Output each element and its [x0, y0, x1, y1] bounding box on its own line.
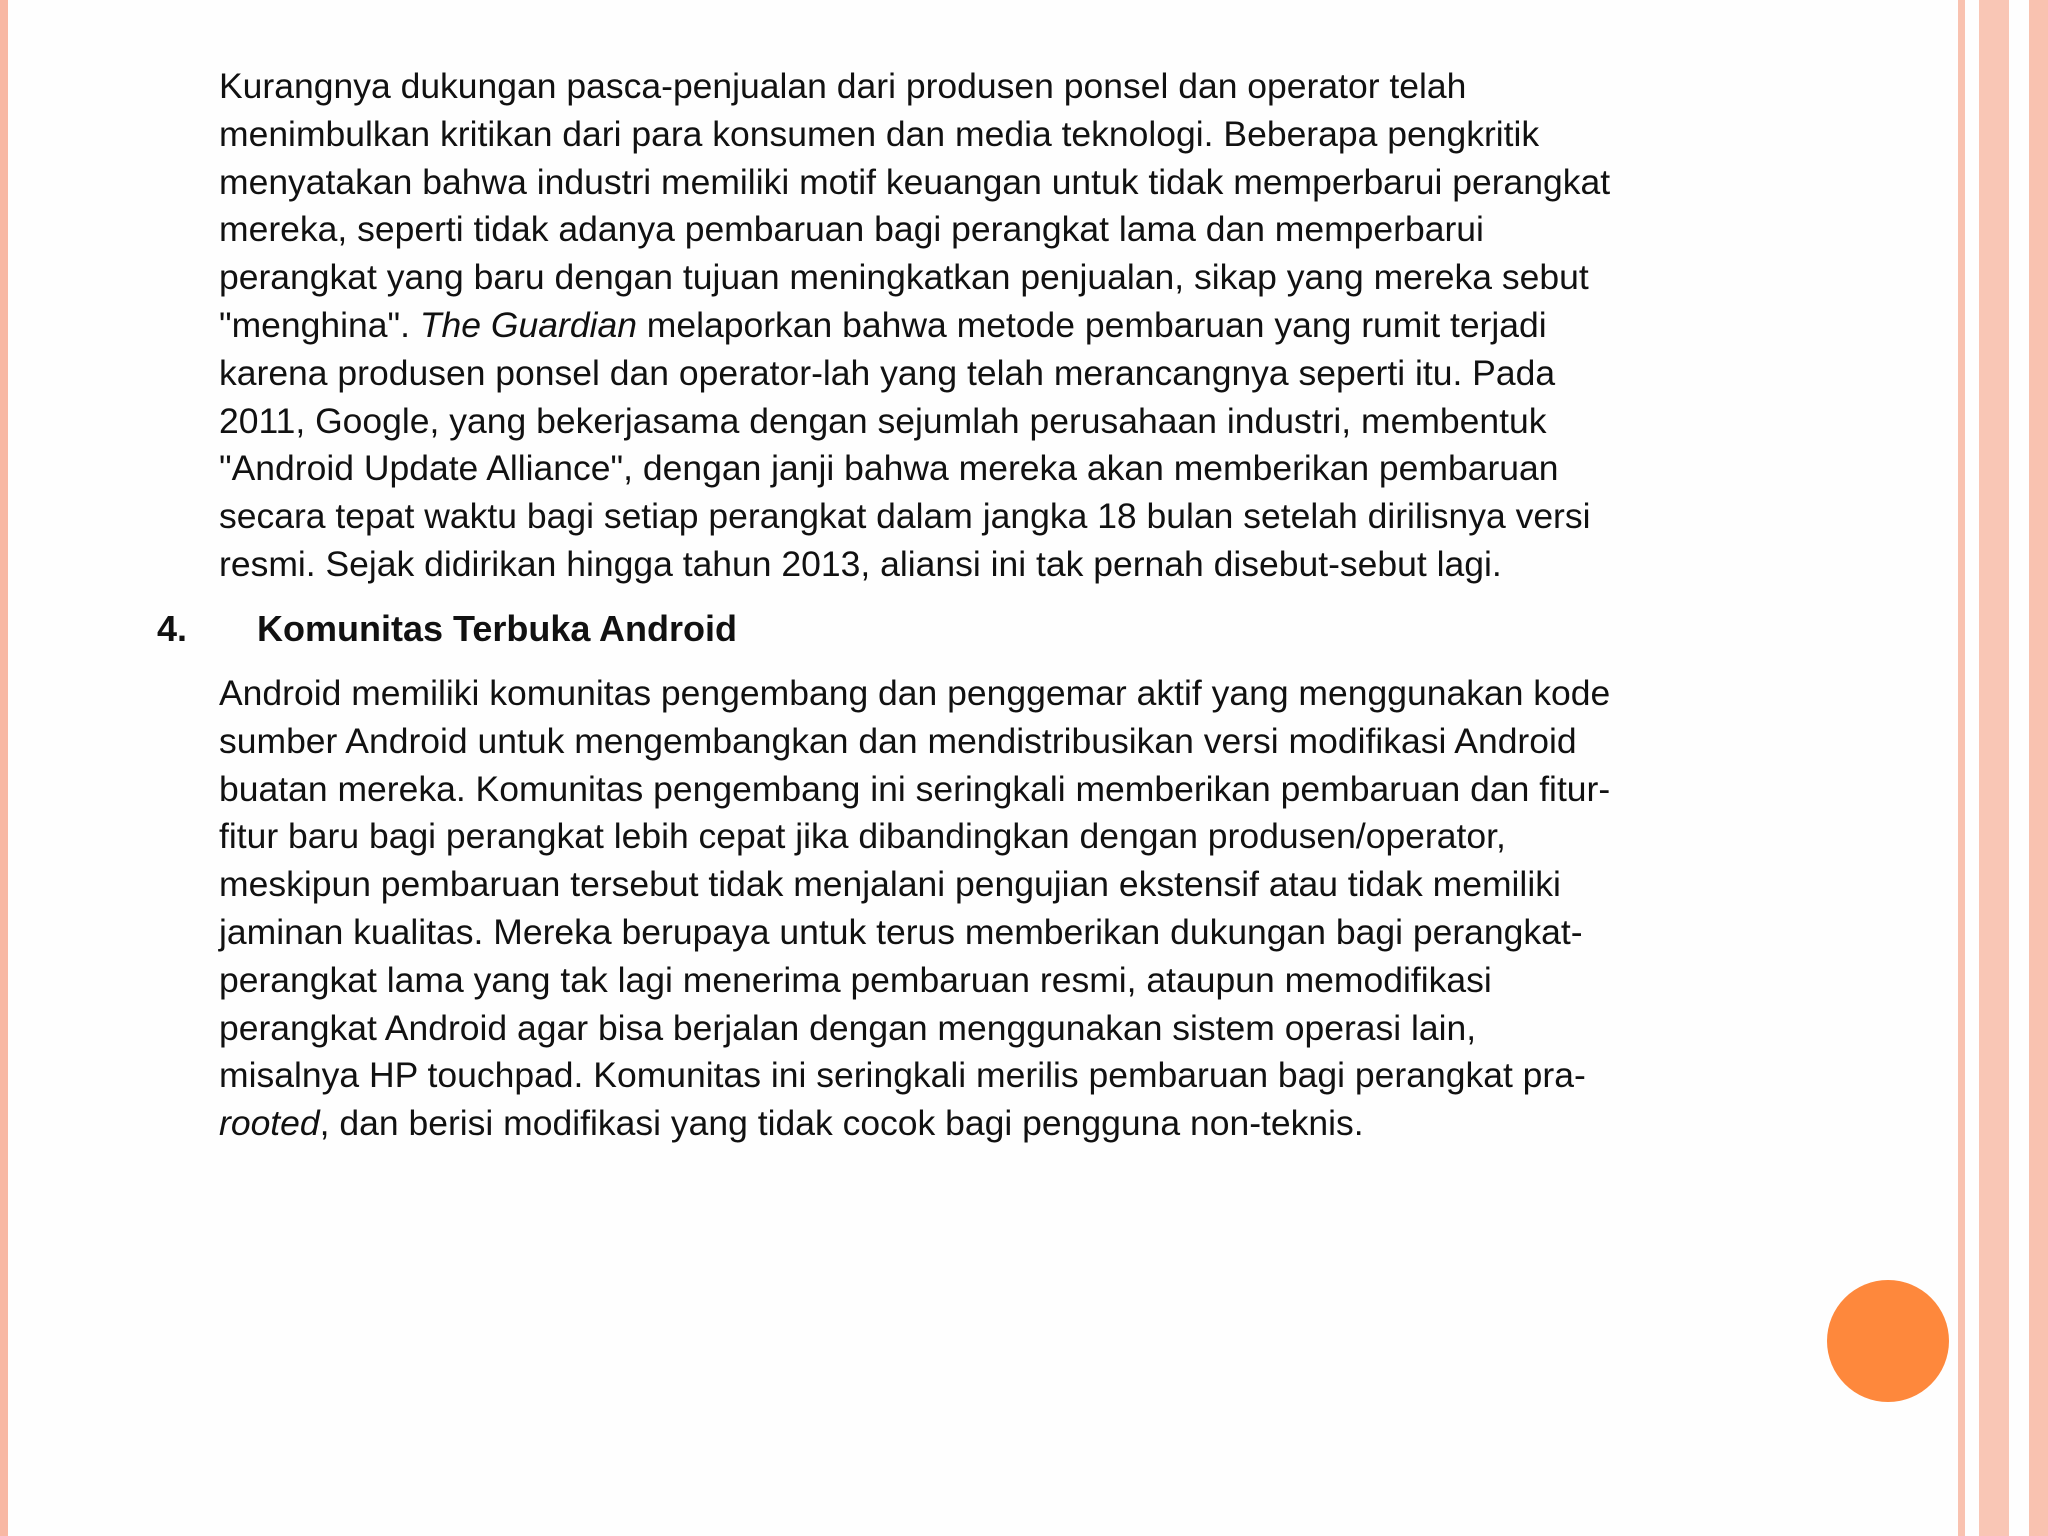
- rooted-emphasis: rooted: [219, 1103, 320, 1144]
- paragraph-2-text-end: , dan berisi modifikasi yang tidak cocok bagi pengguna non-teknis.: [319, 1103, 1364, 1144]
- paragraph-update-criticism: [219, 63, 1789, 589]
- section-heading: [157, 605, 737, 653]
- paragraph-2-text-start: Android memiliki komunitas pengembang dan penggemar aktif yang menggunakan kode sumber Android untuk mengembangkan dan mendistribusikan versi modifikasi Android buatan mereka. Komunitas pengembang ini seringkali memberikan pembaruan dan fitur- fitur baru bagi perangkat lebih cepat jika dibandingkan dengan produsen/operator, meskipun pembaruan tersebut tidak menjalani pengujian ekstensif atau tidak memiliki jaminan kualitas. Mereka berupaya untuk terus memberikan dukungan bagi perangkat- perangkat lama yang tak lagi menerima pembaruan resmi, ataupun memodifikasi perangkat Android agar bisa berjalan dengan menggunakan sistem operasi lain, misalnya HP touchpad. Komunitas ini seringkali merilis pembaruan bagi perangkat pra-: [219, 673, 1611, 1096]
- right-border-stripe-edge: [2029, 0, 2048, 1536]
- paragraph-1-text-end: melaporkan bahwa metode pembaruan yang rumit terjadi karena produsen ponsel dan operator-lah yang telah merancangnya seperti itu. Pada 2011, Google, yang bekerjasama dengan sejumlah perusahaan industri, membentuk "Android Update Alliance", dengan janji bahwa mereka akan memberikan pembaruan secara tepat waktu bagi setiap perangkat dalam jangka 18 bulan setelah dirilisnya versi resmi. Sejak didirikan hingga tahun 2013, aliansi ini tak pernah disebut-sebut lagi.: [219, 304, 1591, 584]
- section-number: 4.: [157, 608, 188, 649]
- guardian-emphasis: The Guardian: [419, 304, 637, 345]
- section-title: Komunitas Terbuka Android: [257, 608, 738, 649]
- right-border-stripe-thick: [1979, 0, 2009, 1536]
- paragraph-1-text-start: Kurangnya dukungan pasca-penjualan dari produsen ponsel dan operator telah menimbulkan kritikan dari para konsumen dan media teknologi. Beberapa pengkritik menyatakan bahwa industri memiliki motif keuangan untuk tidak memperbarui perangkat mereka, seperti tidak adanya pembaruan bagi perangkat lama dan memperbarui perangkat yang baru dengan tujuan meningkatkan penjualan, sikap yang mereka sebut "menghina".: [219, 66, 1611, 345]
- decorative-orange-circle: [1827, 1280, 1949, 1402]
- right-border-stripe-thin: [1958, 0, 1965, 1536]
- paragraph-open-community: [219, 670, 1789, 1148]
